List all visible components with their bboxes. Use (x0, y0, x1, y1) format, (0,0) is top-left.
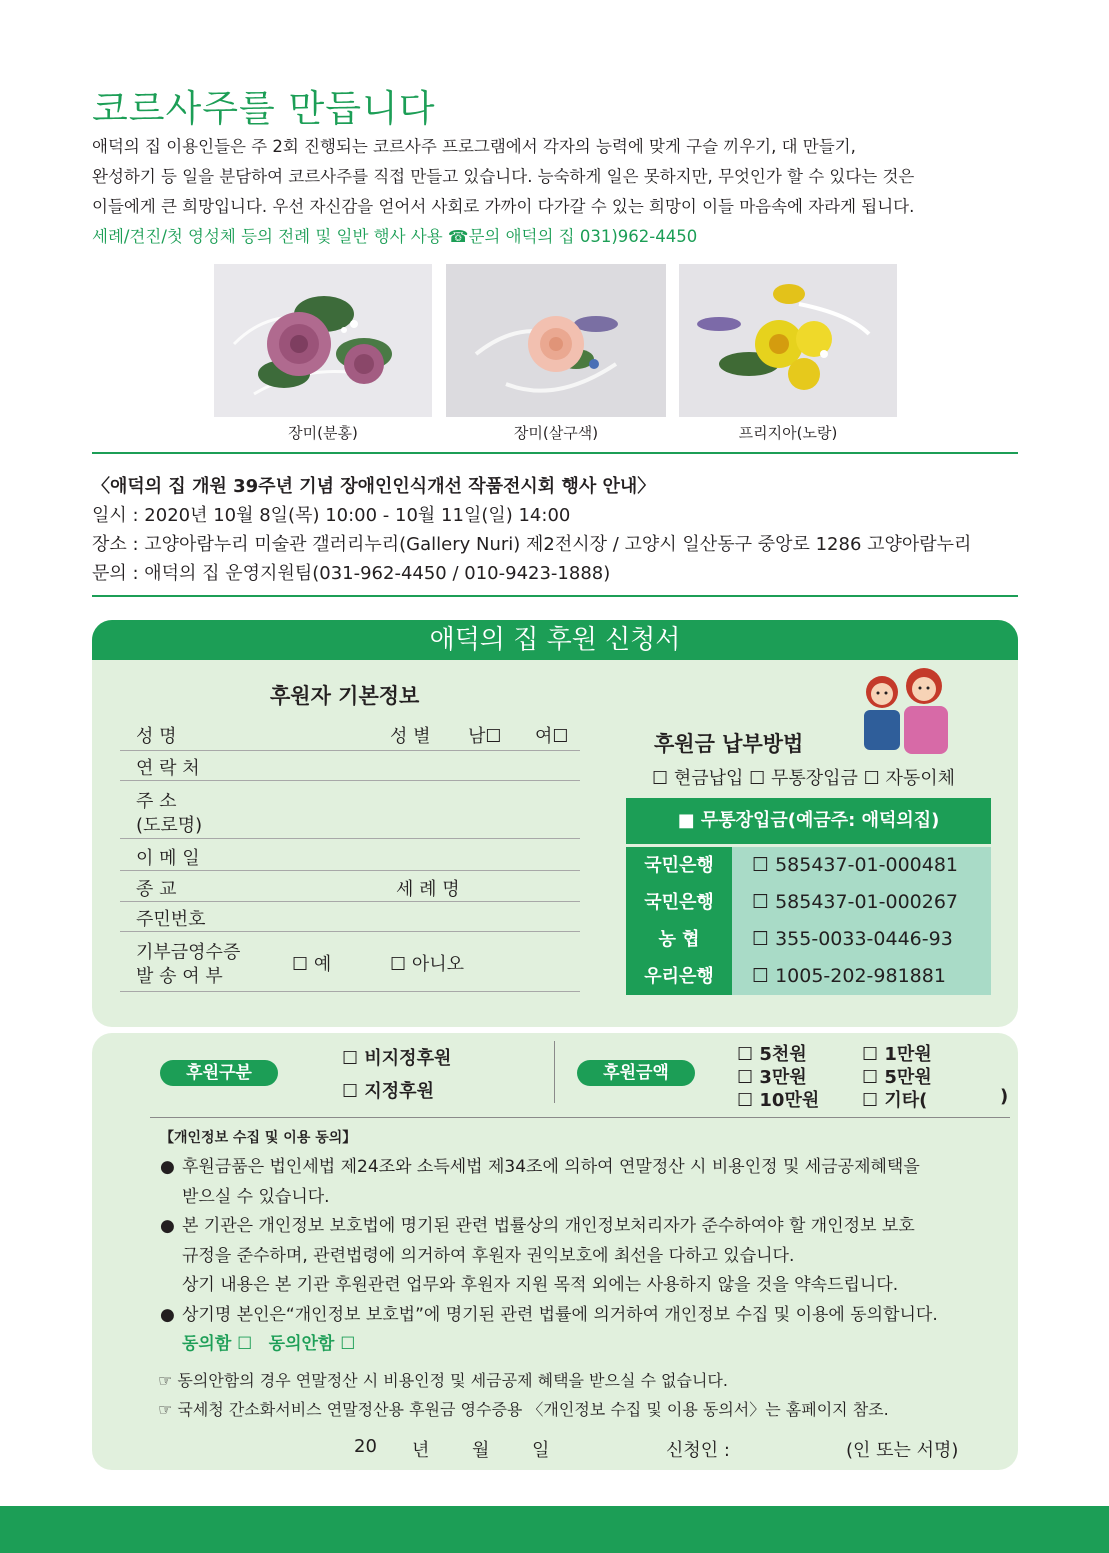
seal-or-signature: (인 또는 서명) (846, 1440, 959, 1461)
id-number-label: 주민번호 (136, 909, 206, 930)
amount-5k-checkbox[interactable]: ☐ 5천원 (737, 1044, 807, 1065)
photo-pink-rose (214, 264, 432, 417)
intro-line: 애덕의 집 이용인들은 주 2회 진행되는 코르사주 프로그램에서 각자의 능력에 맞게 구슬 끼우기, 대 만들기, (92, 137, 856, 156)
consent-text: 본 기관은 개인정보 보호법에 명기된 관련 법률상의 개인정보처리자가 준수하여야 할 개인정보 보호 (182, 1216, 915, 1236)
consent-note: ☞ 동의안함의 경우 연말정산 시 비용인정 및 세금공제 혜택을 받으실 수 없습니다. (158, 1371, 728, 1390)
address-sublabel: (도로명) (136, 815, 203, 836)
consent-title: 【개인정보 수집 및 이용 동의】 (160, 1130, 357, 1146)
bank-account-checkbox[interactable]: ☐ 585437-01-000481 (732, 847, 991, 884)
event-place: 장소 : 고양아람누리 미술관 갤러리누리(Gallery Nuri) 제2전시장 / 고양시 일산동구 중앙로 1286 고양아람누리 (92, 534, 972, 555)
bullet-icon: ● (160, 1304, 175, 1325)
bank-row[interactable] (626, 847, 991, 884)
horizontal-divider (150, 1117, 1010, 1118)
intro-line: 완성하기 등 일을 분담하여 코르사주를 직접 만들고 있습니다. 능숙하게 일은 못하지만, 무엇인가 할 수 있다는 것은 (92, 167, 915, 186)
consent-item (160, 1212, 938, 1242)
consent-item (160, 1153, 938, 1183)
address-label: 주 소 (136, 791, 177, 812)
amount-other-checkbox[interactable]: ☐ 기타( (862, 1090, 928, 1111)
children-illustration (852, 662, 958, 757)
consent-note: ☞ 국세청 간소화서비스 연말정산용 후원금 영수증용 〈개인정보 수집 및 이용 동의서〉는 홈페이지 참조. (158, 1400, 889, 1419)
bank-name: 국민은행 (626, 884, 732, 921)
receipt-yes-checkbox[interactable]: ☐ 예 (292, 954, 332, 975)
female-checkbox[interactable]: 여☐ (535, 726, 569, 747)
vertical-divider (554, 1041, 555, 1103)
support-consent-panel (92, 1033, 1018, 1470)
pink-rose-image (214, 264, 432, 417)
footer-bar (0, 1506, 1109, 1553)
bank-row[interactable] (626, 958, 991, 995)
consent-notes (158, 1366, 889, 1424)
consent-text: 받으실 수 있습니다. (182, 1186, 330, 1207)
photo-caption: 프리지아(노랑) (738, 424, 838, 442)
name-label: 성 명 (136, 726, 177, 747)
support-type-label: 후원구분 (160, 1060, 278, 1086)
sign-year: 20 (354, 1436, 377, 1457)
bank-account-checkbox[interactable]: ☐ 585437-01-000267 (732, 884, 991, 921)
consent-text: 상기 내용은 본 기관 후원관련 업무와 후원자 지원 목적 외에는 사용하지 않을 것을 약속드립니다. (182, 1275, 899, 1295)
name-row[interactable] (120, 720, 580, 751)
photo-apricot-rose (446, 264, 666, 417)
photo-yellow-freesia (679, 264, 897, 417)
consent-bullets (160, 1153, 938, 1360)
religion-label: 종 교 (136, 879, 177, 900)
phone-label: 연 락 처 (136, 758, 200, 779)
consent-choice (160, 1330, 938, 1360)
religion-row[interactable] (120, 871, 580, 902)
photo-caption: 장미(살구색) (513, 424, 599, 442)
payment-options[interactable]: ☐ 현금납입 ☐ 무통장입금 ☐ 자동이체 (652, 768, 956, 789)
receipt-row[interactable] (120, 932, 580, 992)
photo-caption: 장미(분홍) (288, 424, 358, 442)
form-header: 애덕의 집 후원 신청서 (92, 620, 1018, 660)
page-title: 코르사주를 만듭니다 (92, 87, 436, 130)
bank-name: 우리은행 (626, 958, 732, 995)
sign-day-unit: 일 (532, 1440, 550, 1461)
payment-method-title: 후원금 납부방법 (654, 732, 804, 756)
bank-row[interactable] (626, 921, 991, 958)
bank-name: 국민은행 (626, 847, 732, 884)
amount-100k-checkbox[interactable]: ☐ 10만원 (737, 1090, 820, 1111)
applicant-label: 신청인 : (666, 1440, 730, 1461)
amount-10k-checkbox[interactable]: ☐ 1만원 (862, 1044, 932, 1065)
consent-item (160, 1301, 938, 1331)
disagree-checkbox[interactable]: 동의안함 ☐ (268, 1334, 356, 1354)
amount-30k-checkbox[interactable]: ☐ 3만원 (737, 1067, 807, 1088)
designated-support-checkbox[interactable]: ☐ 지정후원 (342, 1081, 434, 1102)
intro-line: 이들에게 큰 희망입니다. 우선 자신감을 얻어서 사회로 가까이 다가갈 수 있는 희망이 이들 마음속에 자라게 됩니다. (92, 197, 915, 216)
phone-row[interactable] (120, 751, 580, 781)
agree-checkbox[interactable]: 동의함 ☐ (182, 1334, 253, 1354)
undesignated-support-checkbox[interactable]: ☐ 비지정후원 (342, 1048, 452, 1069)
divider-bottom (92, 595, 1018, 597)
bullet-icon: ● (160, 1216, 175, 1236)
bank-name: 농 협 (626, 921, 732, 958)
bank-row[interactable] (626, 884, 991, 921)
email-label: 이 메 일 (136, 848, 200, 869)
consent-text: 상기명 본인은“개인정보 보호법”에 명기된 관련 법률에 의거하여 개인정보 수집 및 이용에 동의합니다. (182, 1304, 938, 1325)
consent-text: 후원금품은 법인세법 제24조와 소득세법 제34조에 의하여 연말정산 시 비용인정 및 세금공제혜택을 (182, 1157, 920, 1177)
donation-form-panel (92, 620, 1018, 1027)
divider-top (92, 452, 1018, 454)
baptism-name-label: 세 례 명 (396, 879, 460, 900)
event-heading: 〈애덕의 집 개원 39주년 기념 장애인인식개선 작품전시회 행사 안내〉 (92, 476, 656, 497)
amount-other-close: ) (1000, 1086, 1009, 1107)
basic-info-title: 후원자 기본정보 (270, 684, 420, 708)
intro-paragraph (92, 132, 914, 252)
address-row[interactable] (120, 781, 580, 839)
event-date: 일시 : 2020년 10월 8일(목) 10:00 - 10월 11일(일) 14:00 (92, 505, 571, 526)
bank-transfer-header: ■ 무통장입금(예금주: 애덕의집) (626, 798, 991, 844)
event-info (92, 472, 971, 588)
sign-year-unit: 년 (412, 1440, 430, 1461)
male-checkbox[interactable]: 남☐ (468, 726, 502, 747)
yellow-freesia-image (679, 264, 897, 417)
receipt-label: 기부금영수증 (136, 942, 241, 963)
email-row[interactable] (120, 839, 580, 871)
receipt-no-checkbox[interactable]: ☐ 아니오 (390, 954, 465, 975)
gender-label: 성 별 (390, 726, 431, 747)
bank-account-checkbox[interactable]: ☐ 1005-202-981881 (732, 958, 991, 995)
intro-contact-line: 세례/견진/첫 영성체 등의 전례 및 일반 행사 사용 ☎문의 애덕의 집 031)962-4450 (92, 227, 698, 246)
support-amount-label: 후원금액 (577, 1060, 695, 1086)
sign-month-unit: 월 (472, 1440, 490, 1461)
amount-50k-checkbox[interactable]: ☐ 5만원 (862, 1067, 932, 1088)
id-number-row[interactable] (120, 902, 580, 932)
receipt-sublabel: 발 송 여 부 (136, 966, 223, 987)
bullet-icon: ● (160, 1157, 175, 1177)
apricot-rose-image (446, 264, 666, 417)
bank-account-checkbox[interactable]: ☐ 355-0033-0446-93 (732, 921, 991, 958)
event-contact: 문의 : 애덕의 집 운영지원팀(031-962-4450 / 010-9423-1888) (92, 563, 611, 584)
consent-text: 규정을 준수하며, 관련법령에 의거하여 후원자 권익보호에 최선을 다하고 있습니다. (182, 1245, 795, 1266)
